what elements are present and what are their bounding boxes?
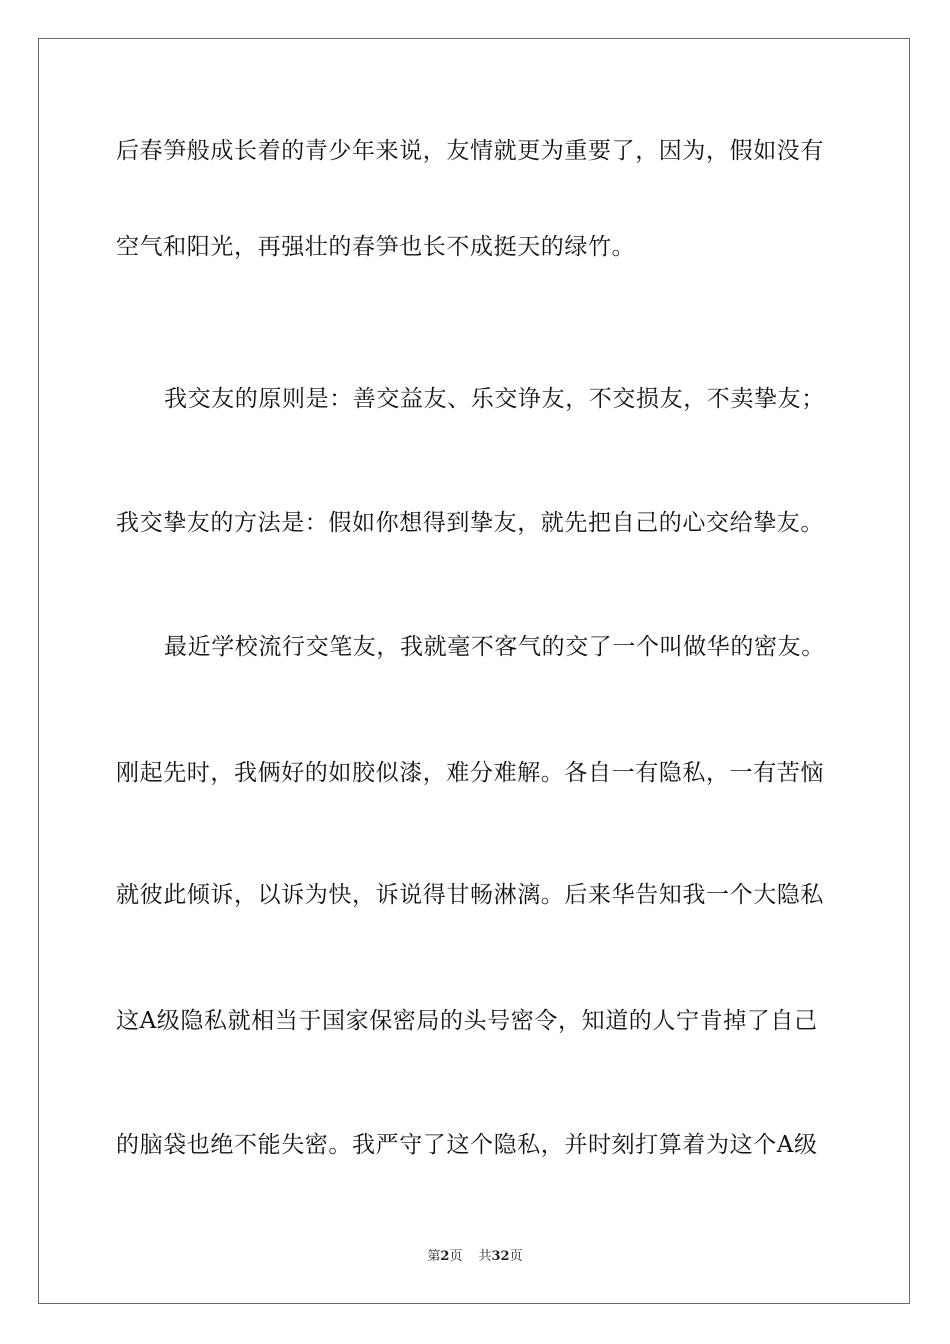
footer-page-suffix: 页 (449, 1249, 463, 1264)
footer-page-prefix: 第 (427, 1249, 441, 1264)
body-line-6: 刚起先时，我俩好的如胶似漆，难分难解。各自一有隐私，一有苦恼 (116, 760, 824, 786)
page-border (38, 38, 910, 1304)
page-footer (0, 1248, 950, 1266)
body-line-5: 最近学校流行交笔友，我就毫不客气的交了一个叫做华的密友。 (164, 634, 825, 660)
body-line-2: 空气和阳光，再强壮的春笋也长不成挺天的绿竹。 (116, 234, 636, 260)
body-line-7: 就彼此倾诉，以诉为快，诉说得甘畅淋漓。后来华告知我一个大隐私 (116, 882, 824, 908)
body-line-3: 我交友的原则是：善交益友、乐交诤友，不交损友，不卖挚友； (164, 386, 825, 412)
footer-page-total: 32 (491, 1249, 510, 1264)
footer-total-suffix: 页 (509, 1249, 523, 1264)
body-line-4: 我交挚友的方法是：假如你想得到挚友，就先把自己的心交给挚友。 (116, 510, 824, 536)
body-line-9: 的脑袋也绝不能失密。我严守了这个隐私，并时刻打算着为这个A级 (116, 1132, 818, 1158)
body-line-1: 后春笋般成长着的青少年来说，友情就更为重要了，因为，假如没有 (116, 138, 824, 164)
body-line-8: 这A级隐私就相当于国家保密局的头号密令，知道的人宁肯掉了自己 (116, 1008, 818, 1034)
footer-total-prefix: 共 (478, 1249, 492, 1264)
footer-page-current: 2 (440, 1249, 450, 1264)
